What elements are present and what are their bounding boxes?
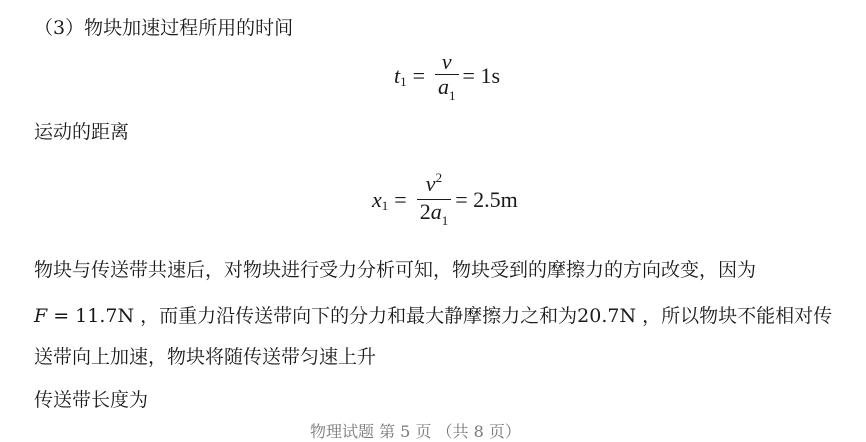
formula1-denominator [435,75,459,102]
formula2-den-sub: 1 [441,213,449,228]
formula2-den-var: a [430,199,442,224]
formula2-lhs-var: x [372,186,382,212]
page-footer: 物理试题 第 5 页 （共 8 页） [310,422,521,441]
paragraph-2 [34,304,832,328]
formula2-num-var: v [425,171,436,196]
formula1-den-var: a [438,74,450,99]
formula1-lhs-var: t [394,63,401,88]
formula1-num-var: v [441,49,452,74]
formula2-fraction [417,172,452,227]
paragraph-1: 物块与传送带共速后，对物块进行受力分析可知，物块受到的摩擦力的方向改变，因为 [34,259,757,281]
formula2-den-coef: 2 [419,199,431,224]
formula1-rhs: = 1s [462,63,501,88]
formula2-lhs-sub: 1 [381,197,389,213]
section-heading: （3）物块加速过程所用的时间 [34,17,294,39]
formula2-denominator [417,200,452,227]
formula2-equals: = [394,186,407,212]
paragraph-2-text: = 11.7N ，而重力沿传送带向下的分力和最大静摩擦力之和为20.7N ，所以物块不能相对传 [47,305,833,327]
formula1-den-sub: 1 [449,88,456,103]
paragraph-3: 送带向上加速，物块将随传送带匀速上升 [34,346,377,368]
formula1-equals: = [412,63,426,88]
distance-label: 运动的距离 [34,121,130,143]
formula1-fraction [435,50,459,102]
formula1-numerator [439,50,455,74]
distance-formula [372,172,518,227]
paragraph-4: 传送带长度为 [34,389,149,411]
time-formula [394,50,500,102]
formula1-lhs-sub: 1 [400,74,407,89]
force-variable: F [34,305,48,327]
formula2-num-sup: 2 [435,170,443,185]
formula2-rhs: = 2.5m [455,186,518,212]
formula2-numerator [423,172,445,199]
